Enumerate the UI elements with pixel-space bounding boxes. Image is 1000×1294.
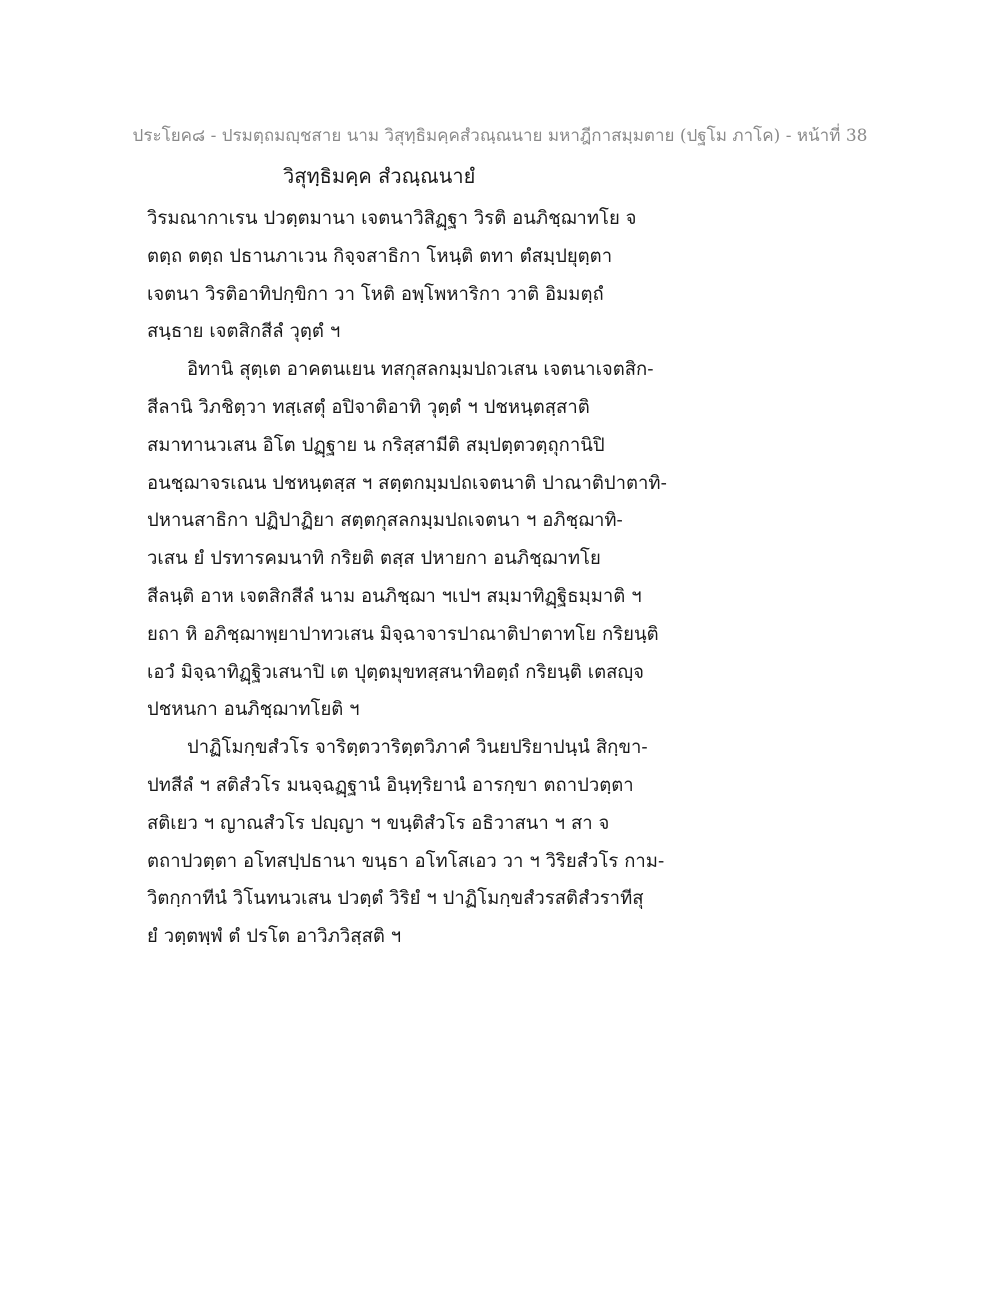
text-line: สมาทานวเสน อิโต ปฏฺฐาย น กริสฺสามีติ สมฺปตฺตวตฺถุกานิปิ (147, 434, 605, 456)
text-line: ปชหนกา อนภิชฺฌาทโยติ ฯ (147, 699, 360, 721)
text-line: อนชฺฌาจรเณน ปชหนฺตสฺส ฯ สตฺตกมฺมปถเจตนาติ ปาณาติปาตาทิ- (147, 472, 667, 494)
text-line: ตถาปวตฺตา อโทสปฺปธานา ขนฺธา อโทโสเอว วา ฯ วิริยสํวโร กาม- (147, 850, 665, 872)
text-line: วเสน ยํ ปรทารคมนาทิ กริยติ ตสฺส ปหายกา อนภิชฺฌาทโย (147, 548, 601, 570)
text-line: ปหานสาธิกา ปฏิปาฏิยา สตฺตกุสลกมฺมปถเจตนา ฯ อภิชฺฌาทิ- (147, 510, 623, 532)
text-line: สีลานิ วิภชิตฺวา ทสฺเสตุํ อปิจาติอาทิ วุตฺตํ ฯ ปชหนฺตสฺสาติ (147, 396, 590, 418)
text-line: วิตกฺกาทีนํ วิโนทนวเสน ปวตฺตํ วิริยํ ฯ ปาฏิโมกฺขสํวรสติสํวราทีสุ (147, 888, 644, 910)
text-line: อิทานิ สุตฺเต อาคตนเยน ทสกุสลกมฺมปถวเสน เจตนาเจตสิก- (187, 359, 654, 381)
text-line: สีลนฺติ อาห เจตสิกสีลํ นาม อนภิชฺฌา ฯเปฯ สมฺมาทิฏฺฐิธมฺมาติ ฯ (147, 585, 642, 607)
section-title: วิสุทฺธิมคฺค สํวณฺณนายํ (283, 164, 476, 188)
text-line: ปาฏิโมกฺขสํวโร จาริตฺตวาริตฺตวิภาคํ วินยปริยาปนฺนํ สิกฺขา- (187, 737, 648, 759)
text-line: ปทสีลํ ฯ สติสํวโร มนจฺฉฏฺฐานํ อินฺทฺริยานํ อารกฺขา ตถาปวตฺตา (147, 774, 634, 796)
text-line: ตตฺถ ตตฺถ ปธานภาเวน กิจฺจสาธิกา โหนฺติ ตทา ตํสมฺปยุตฺตา (147, 245, 613, 267)
page-header: ประโยค๘ - ปรมตฺถมญฺชสาย นาม วิสุทฺธิมคฺคสํวณฺณนาย มหาฎีกาสมฺมตาย (ปฐโม ภาโค) - หน้าที่ 38 (132, 126, 868, 146)
text-line: สนฺธาย เจตสิกสีลํ วุตฺตํ ฯ (147, 321, 341, 343)
body-text (147, 200, 707, 956)
text-line: ยถา หิ อภิชฺฌาพฺยาปาทวเสน มิจฺฉาจารปาณาติปาตาทโย กริยนฺติ (147, 623, 659, 645)
text-line: วิรมณากาเรน ปวตฺตมานา เจตนาวิสิฏฺฐา วิรติ อนภิชฺฌาทโย จ (147, 208, 637, 229)
text-line: เอวํ มิจฺฉาทิฏฺฐิวเสนาปิ เต ปุตฺตมุขทสฺสนาทิอตฺถํ กริยนฺติ เตสญฺจ (147, 661, 645, 683)
text-line: สติเยว ฯ ญาณสํวโร ปญฺญา ฯ ขนฺติสํวโร อธิวาสนา ฯ สา จ (147, 812, 610, 834)
text-line: ยํ วตฺตพฺพํ ตํ ปรโต อาวิภวิสฺสติ ฯ (147, 926, 402, 948)
text-line: เจตนา วิรติอาทิปกฺขิกา วา โหติ อพฺโพหาริกา วาติ อิมมตฺถํ (147, 283, 604, 305)
